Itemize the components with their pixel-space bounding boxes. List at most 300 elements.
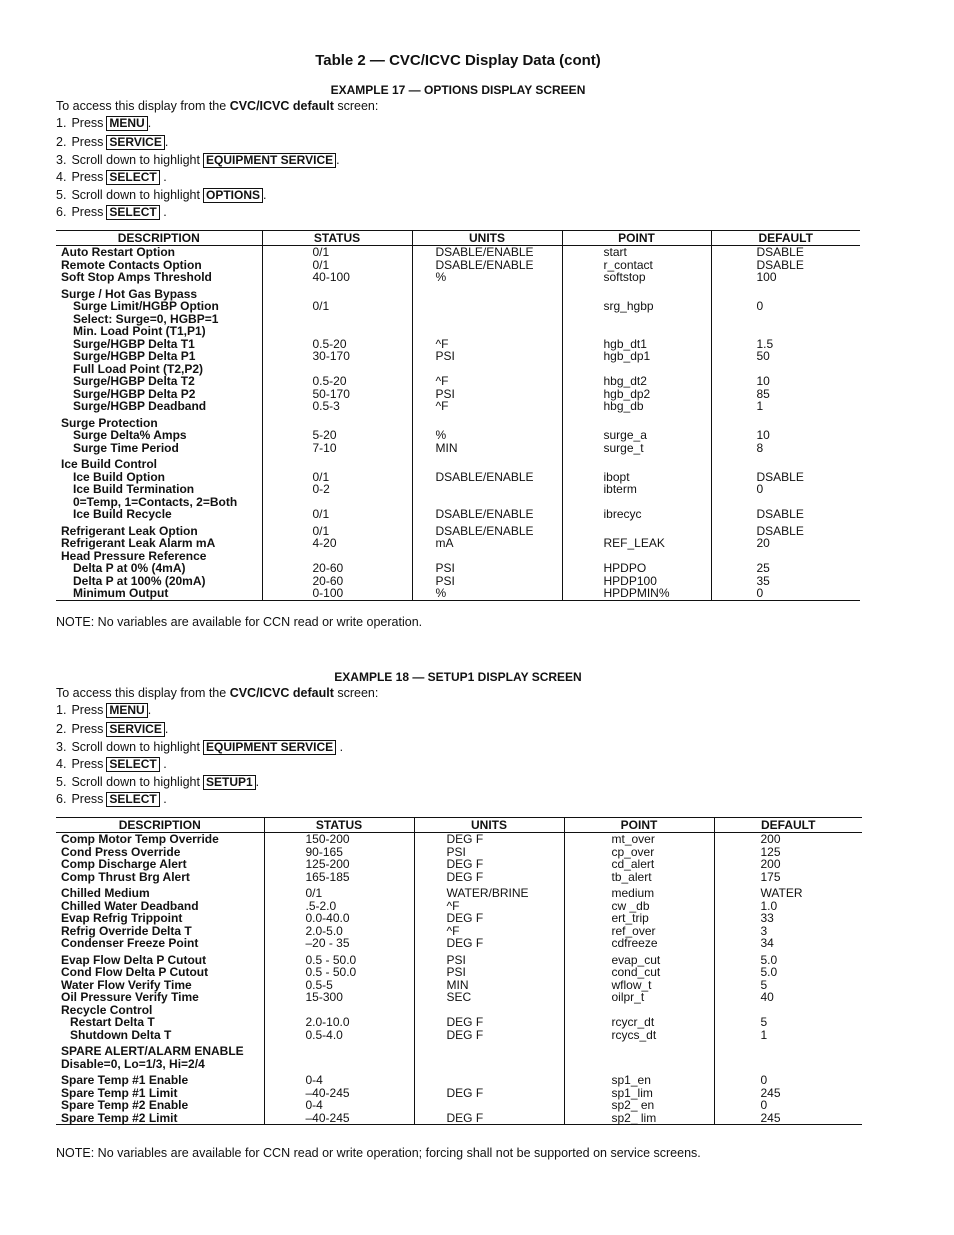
example-17-title: EXAMPLE 17 — OPTIONS DISPLAY SCREEN — [330, 83, 586, 97]
desc-value: Recycle Control — [61, 1002, 153, 1017]
units-value: ^F — [435, 374, 449, 388]
point-value: sp2_ en — [611, 1098, 655, 1112]
default-value — [757, 313, 861, 326]
units-cell — [414, 1041, 564, 1070]
units-value: DEG F — [446, 1015, 484, 1029]
point-value: tb_alert — [611, 869, 652, 884]
table-header-row — [56, 818, 862, 833]
desc-value: Surge/HGBP Delta T2 — [73, 374, 195, 388]
default-value — [757, 363, 861, 376]
step-punctuation: . — [164, 722, 169, 737]
default-value: 0 — [756, 299, 764, 313]
status-value: –40-245 — [305, 1085, 350, 1100]
units-value: ^F — [446, 898, 460, 913]
units-cell — [412, 454, 562, 521]
desc-value: Spare Temp #2 Limit — [61, 1110, 178, 1125]
units-value: DSABLE/ENABLE — [435, 257, 534, 272]
key-label: SELECT — [106, 205, 159, 220]
default-value: 5 — [760, 977, 768, 992]
point-value: srg_hgbp — [603, 299, 654, 313]
status-value: –20 - 35 — [305, 936, 350, 950]
point-value: hgb_dp2 — [603, 386, 651, 401]
intro-bold: CVC/ICVC default — [229, 99, 334, 113]
default-value: 50 — [756, 349, 770, 363]
step-number: 5. — [56, 774, 67, 789]
units-cell — [412, 521, 562, 601]
units-value: PSI — [435, 573, 455, 588]
table-row — [56, 883, 862, 950]
default-value: 8 — [756, 440, 764, 455]
units-value: PSI — [446, 952, 466, 967]
units-value: DEG F — [446, 857, 484, 871]
step-punctuation: . — [159, 791, 167, 806]
default-value — [757, 550, 861, 563]
desc-value: Cond Flow Delta P Cutout — [61, 965, 209, 979]
desc-value: Evap Flow Delta P Cutout — [61, 952, 207, 967]
default-value: 1.5 — [756, 336, 774, 351]
units-value — [447, 1058, 564, 1071]
units-value — [436, 300, 562, 313]
key-label: SERVICE — [106, 722, 164, 737]
units-value: DSABLE/ENABLE — [435, 507, 534, 521]
desc-value: Head Pressure Reference — [61, 548, 207, 563]
status-value: 0.5-3 — [312, 399, 340, 413]
table-row — [56, 1070, 862, 1125]
point-value: HPDPO — [603, 561, 647, 575]
desc-value: Surge / Hot Gas Bypass — [61, 286, 198, 301]
default-cell — [711, 246, 860, 284]
example-18-note: NOTE: No variables are available for CCN read or write operation; forcing shall not be supported on service screens. — [56, 1146, 701, 1160]
units-value: DEG F — [446, 869, 484, 884]
units-value: ^F — [435, 399, 449, 413]
desc-value: Ice Build Control — [61, 457, 157, 471]
units-value: ^F — [435, 336, 449, 351]
status-value — [306, 1045, 414, 1058]
default-value: DSABLE — [756, 469, 804, 484]
units-cell — [412, 246, 562, 284]
status-value: 5-20 — [312, 428, 337, 442]
desc-value: Remote Contacts Option — [61, 257, 202, 272]
desc-value: Full Load Point (T2,P2) — [73, 361, 203, 376]
step-number: 6. — [56, 204, 67, 219]
step-punctuation: . — [147, 116, 152, 130]
step-text: Press — [71, 116, 104, 130]
status-value: 50-170 — [312, 386, 350, 401]
units-value: PSI — [435, 386, 455, 401]
desc-cell — [56, 833, 264, 884]
units-value: WATER/BRINE — [446, 886, 529, 900]
desc-value: Soft Stop Amps Threshold — [61, 270, 212, 284]
point-value: hgb_dp1 — [603, 349, 651, 363]
status-value: 20-60 — [312, 561, 344, 575]
desc-value: Minimum Output — [73, 586, 169, 600]
units-value: DEG F — [446, 1085, 484, 1100]
point-value: ibopt — [603, 469, 630, 484]
point-cell — [562, 454, 711, 521]
step-number: 1. — [56, 703, 67, 717]
column-header: POINT — [562, 231, 711, 246]
step-item — [56, 791, 343, 808]
point-value — [604, 313, 711, 326]
default-value — [757, 288, 861, 301]
step-text: Press — [71, 204, 104, 219]
point-value: sp2_ lim — [611, 1110, 657, 1125]
step-number: 6. — [56, 791, 67, 806]
status-cell — [262, 246, 412, 284]
column-header: POINT — [564, 818, 714, 833]
default-value: 1.0 — [760, 898, 778, 913]
status-value: 2.0-5.0 — [305, 923, 343, 938]
desc-value: Surge Limit/HGBP Option — [73, 299, 219, 313]
column-header: DESCRIPTION — [56, 818, 264, 833]
status-value: 0-2 — [312, 482, 330, 496]
column-header: DEFAULT — [711, 231, 860, 246]
default-value — [761, 1058, 863, 1071]
desc-value: Evap Refrig Trippoint — [61, 911, 183, 925]
units-value: MIN — [446, 977, 469, 992]
default-cell — [714, 1041, 862, 1070]
desc-cell — [56, 246, 262, 284]
status-cell — [264, 833, 414, 884]
units-value — [436, 363, 562, 376]
step-punctuation: . — [255, 774, 260, 789]
point-value: sp1_lim — [611, 1085, 653, 1100]
desc-cell — [56, 284, 262, 413]
status-cell — [262, 413, 412, 455]
default-cell — [714, 833, 862, 884]
column-header: STATUS — [262, 231, 412, 246]
default-value: DSABLE — [756, 245, 804, 259]
table-row — [56, 833, 862, 884]
units-value: % — [435, 270, 447, 284]
default-value: 200 — [760, 857, 781, 871]
desc-value: Auto Restart Option — [61, 245, 175, 259]
desc-cell — [56, 1041, 264, 1070]
desc-value: Cond Press Override — [61, 844, 181, 859]
units-value: SEC — [446, 990, 472, 1004]
default-value: WATER — [760, 886, 803, 900]
units-value: DEG F — [446, 1110, 484, 1125]
example-18-steps — [56, 702, 343, 808]
default-value: 5.0 — [760, 952, 778, 967]
step-item — [56, 187, 340, 204]
step-text: Press — [71, 722, 104, 737]
point-cell — [562, 413, 711, 455]
desc-value: Restart Delta T — [70, 1015, 155, 1029]
key-label: MENU — [106, 116, 147, 131]
example-18-intro — [56, 686, 378, 700]
units-value: DSABLE/ENABLE — [435, 245, 534, 259]
example-17-note: NOTE: No variables are available for CCN read or write operation. — [56, 615, 423, 629]
default-value: DSABLE — [756, 507, 804, 521]
status-cell — [262, 454, 412, 521]
step-item — [56, 115, 340, 132]
step-number: 1. — [56, 116, 67, 130]
column-header: UNITS — [412, 231, 562, 246]
units-value — [436, 313, 562, 326]
desc-value: Refrigerant Leak Option — [61, 523, 198, 538]
default-cell — [711, 454, 860, 521]
status-cell — [264, 1041, 414, 1070]
default-value: 175 — [760, 869, 781, 884]
desc-value: Comp Discharge Alert — [61, 857, 187, 871]
point-cell — [562, 246, 711, 284]
point-value: softstop — [603, 270, 646, 284]
default-value — [757, 458, 861, 471]
point-value: ert_trip — [611, 911, 649, 925]
units-value: DSABLE/ENABLE — [435, 469, 534, 484]
units-value — [447, 1074, 564, 1087]
desc-value: Comp Motor Temp Override — [61, 832, 219, 846]
table-row — [56, 950, 862, 1042]
status-cell — [264, 950, 414, 1042]
status-value: 0.5-4.0 — [305, 1027, 343, 1042]
point-value: HPDPMIN% — [603, 586, 670, 600]
desc-value: Condenser Freeze Point — [61, 936, 199, 950]
step-text: Scroll down to highlight — [71, 152, 200, 167]
desc-value: Refrigerant Leak Alarm mA — [61, 536, 216, 550]
step-text: Press — [71, 135, 104, 150]
point-value: start — [603, 245, 627, 259]
status-value: 125-200 — [305, 857, 350, 871]
step-text: Scroll down to highlight — [71, 187, 200, 202]
table-row — [56, 284, 860, 413]
status-value: 150-200 — [305, 832, 350, 846]
default-value — [761, 1004, 863, 1017]
point-value: hbg_dt2 — [603, 374, 647, 388]
status-value: 0-4 — [305, 1073, 323, 1087]
step-number: 4. — [56, 170, 67, 185]
table-row — [56, 246, 860, 284]
status-value: 7-10 — [312, 440, 337, 455]
desc-value: Surge Delta% Amps — [73, 428, 187, 442]
point-value: REF_LEAK — [603, 536, 665, 550]
point-cell — [564, 883, 714, 950]
step-text: Press — [71, 170, 104, 185]
desc-value: Select: Surge=0, HGBP=1 — [73, 311, 219, 326]
default-value: 0 — [756, 586, 764, 600]
point-value: medium — [611, 886, 655, 900]
status-value: –40-245 — [305, 1110, 350, 1125]
point-value: hgb_dt1 — [603, 336, 647, 351]
table-row — [56, 521, 860, 601]
default-value: 3 — [760, 923, 768, 938]
desc-cell — [56, 950, 264, 1042]
desc-value: Ice Build Termination — [73, 482, 195, 496]
default-value: 85 — [756, 386, 770, 401]
status-value: 0/1 — [312, 507, 330, 521]
step-text: Press — [71, 757, 104, 772]
options-table — [56, 230, 860, 601]
status-value: 0.5-20 — [312, 336, 347, 351]
default-value — [761, 1045, 863, 1058]
default-value: 125 — [760, 844, 781, 859]
status-value: 15-300 — [305, 990, 343, 1004]
point-value: surge_a — [603, 428, 647, 442]
units-value: PSI — [435, 561, 455, 575]
step-item — [56, 774, 343, 791]
default-value: 5.0 — [760, 965, 778, 979]
desc-value: 0=Temp, 1=Contacts, 2=Both — [73, 494, 238, 509]
desc-value: Surge/HGBP Delta P1 — [73, 349, 196, 363]
status-value: 0/1 — [312, 469, 330, 484]
desc-cell — [56, 454, 262, 521]
step-number: 5. — [56, 187, 67, 202]
intro-text: To access this display from the — [56, 99, 230, 113]
default-value: 0 — [760, 1073, 768, 1087]
step-punctuation: . — [159, 757, 167, 772]
status-value: 0/1 — [305, 886, 323, 900]
point-value: rcycs_dt — [611, 1027, 657, 1042]
status-value: 0-100 — [312, 586, 344, 600]
desc-value: Water Flow Verify Time — [61, 977, 192, 992]
units-value: % — [435, 428, 447, 442]
point-value: hbg_db — [603, 399, 644, 413]
units-value — [436, 483, 562, 496]
step-item — [56, 134, 340, 151]
desc-value: Refrig Override Delta T — [61, 923, 192, 938]
step-punctuation: . — [159, 170, 167, 185]
units-cell — [414, 1070, 564, 1125]
desc-value: Min. Load Point (T1,P1) — [73, 324, 206, 338]
setup1-table — [56, 817, 862, 1125]
key-label: SELECT — [106, 170, 159, 185]
status-value: 0/1 — [312, 257, 330, 272]
desc-value: Chilled Water Deadband — [61, 898, 199, 913]
point-value: ibterm — [603, 482, 637, 496]
point-value — [604, 458, 711, 471]
table-row — [56, 454, 860, 521]
status-cell — [264, 1070, 414, 1125]
status-value — [313, 313, 412, 326]
point-cell — [564, 1041, 714, 1070]
default-value: 5 — [760, 1015, 768, 1029]
step-punctuation: . — [147, 703, 152, 717]
example-18-title: EXAMPLE 18 — SETUP1 DISPLAY SCREEN — [334, 670, 582, 684]
step-number: 4. — [56, 757, 67, 772]
step-punctuation: . — [164, 135, 169, 150]
units-value: mA — [435, 536, 454, 550]
default-cell — [711, 521, 860, 601]
table-header-row — [56, 231, 860, 246]
key-label: SELECT — [106, 757, 159, 772]
point-value: ibrecyc — [603, 507, 642, 521]
example-17-steps — [56, 115, 340, 221]
step-item — [56, 721, 343, 738]
default-value: 1 — [760, 1027, 768, 1042]
status-value: 90-165 — [305, 844, 343, 859]
units-value: DEG F — [446, 936, 484, 950]
point-cell — [564, 833, 714, 884]
point-value: cw _db — [611, 898, 650, 913]
intro-text-end: screen: — [333, 686, 379, 700]
step-text: Scroll down to highlight — [71, 774, 200, 789]
units-value — [436, 458, 562, 471]
desc-value: Shutdown Delta T — [70, 1027, 172, 1042]
status-value — [313, 325, 412, 338]
step-text: Scroll down to highlight — [71, 739, 200, 754]
status-value: 20-60 — [312, 573, 344, 588]
point-value — [604, 325, 711, 338]
units-cell — [414, 950, 564, 1042]
point-value: cp_over — [611, 844, 655, 859]
desc-cell — [56, 413, 262, 455]
point-value: cdfreeze — [611, 936, 658, 950]
point-value: HPDP100 — [603, 573, 657, 588]
column-header: DEFAULT — [714, 818, 862, 833]
key-label: OPTIONS — [203, 188, 263, 203]
step-punctuation: . — [159, 204, 167, 219]
units-cell — [414, 883, 564, 950]
key-label: EQUIPMENT SERVICE — [203, 740, 336, 755]
status-value: 165-185 — [305, 869, 350, 884]
default-cell — [711, 413, 860, 455]
step-item — [56, 739, 343, 756]
default-value: 10 — [756, 374, 770, 388]
default-value: DSABLE — [756, 257, 804, 272]
key-label: EQUIPMENT SERVICE — [203, 153, 336, 168]
status-value: 0/1 — [312, 245, 330, 259]
desc-value: Spare Temp #2 Enable — [61, 1098, 189, 1112]
status-value: 0/1 — [312, 523, 330, 538]
point-value: cd_alert — [611, 857, 655, 871]
default-value: 0 — [756, 482, 764, 496]
intro-text-end: screen: — [333, 99, 379, 113]
point-value: r_contact — [603, 257, 653, 272]
units-value: PSI — [446, 844, 466, 859]
desc-cell — [56, 521, 262, 601]
default-value: 40 — [760, 990, 774, 1004]
point-cell — [562, 521, 711, 601]
step-number: 2. — [56, 722, 67, 737]
default-value: 245 — [760, 1110, 781, 1125]
page-title: Table 2 — CVC/ICVC Display Data (cont) — [315, 52, 601, 69]
point-value: wflow_t — [611, 977, 652, 992]
step-item — [56, 204, 340, 221]
column-header: DESCRIPTION — [56, 231, 262, 246]
units-cell — [414, 833, 564, 884]
default-value: 10 — [756, 428, 770, 442]
point-value: oilpr_t — [611, 990, 645, 1004]
default-cell — [711, 284, 860, 413]
units-value: ^F — [446, 923, 460, 938]
units-value: % — [435, 586, 447, 600]
step-text: Press — [71, 703, 104, 717]
status-value: 0.5-5 — [305, 977, 333, 992]
status-value: 2.0-10.0 — [305, 1015, 350, 1029]
step-punctuation: . — [263, 187, 267, 202]
status-value: 0.5 - 50.0 — [305, 952, 357, 967]
status-value: 40-100 — [312, 270, 350, 284]
desc-value: Oil Pressure Verify Time — [61, 990, 199, 1004]
step-item — [56, 152, 340, 169]
default-value: 34 — [760, 936, 774, 950]
step-number: 2. — [56, 135, 67, 150]
desc-value: Surge/HGBP Delta T1 — [73, 336, 195, 351]
units-cell — [412, 284, 562, 413]
units-value — [447, 1099, 564, 1112]
status-value — [313, 458, 412, 471]
table-row — [56, 1041, 862, 1070]
point-value: mt_over — [611, 832, 655, 846]
status-cell — [264, 883, 414, 950]
default-value — [757, 417, 861, 430]
step-item — [56, 169, 340, 186]
point-value — [612, 1045, 714, 1058]
status-value — [306, 1058, 414, 1071]
default-value: 20 — [756, 536, 770, 550]
default-cell — [714, 883, 862, 950]
